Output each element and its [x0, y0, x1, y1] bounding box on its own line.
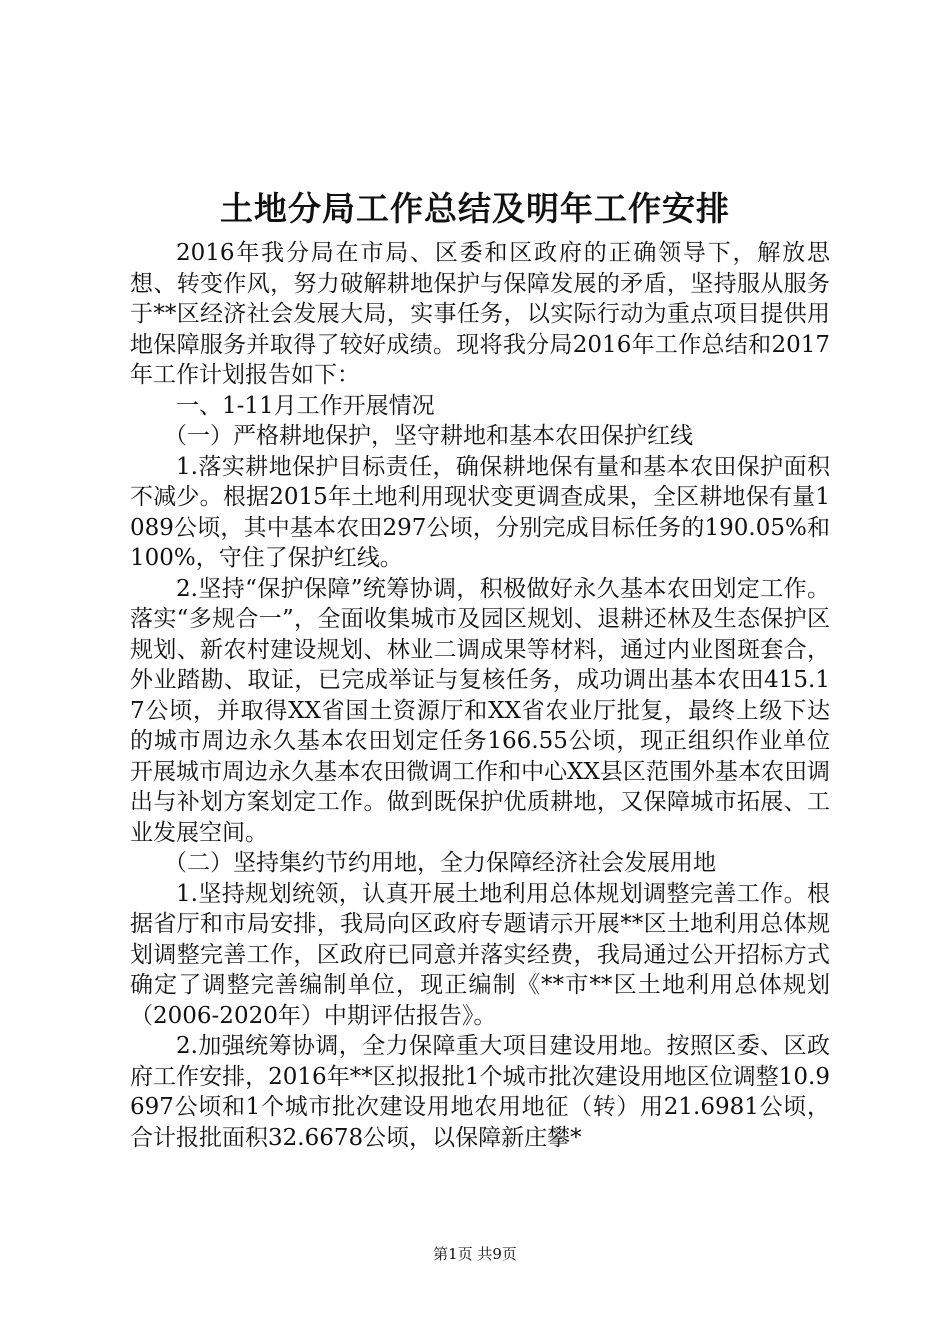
body-paragraph: 1.落实耕地保护目标责任，确保耕地保有量和基本农田保护面积不减少。根据2015年土地利用现状变更调查成果，全区耕地保有量1089公顷，其中基本农田297公顷，分别完成目标任务的190.05%和100%，守住了保护红线。 — [130, 453, 830, 571]
document-title: 土地分局工作总结及明年工作安排 — [220, 189, 730, 228]
body-paragraph: 2.坚持“保护保障”统筹协调，积极做好永久基本农田划定工作。落实“多规合一”，全面收集城市及园区规划、退耕还林及生态保护区规划、新农村建设规划、林业二调成果等材料，通过内业图斑套合，外业踏勘、取证，已完成举证与复核任务，成功调出基本农田415.17公顷，并取得XX省国土资源厅和XX省农业厅批复，最终上级下达的城市周边永久基本农田划定任务166.55公顷，现正组织作业单位开展城市周边永久基本农田微调工作和中心XX县区范围外基本农田调出与补划方案划定工作。做到既保护优质耕地，又保障城市拓展、工业发展空间。 — [130, 575, 830, 846]
subsection-heading: （一）严格耕地保护，坚守耕地和基本农田保护红线 — [164, 423, 693, 449]
page-number-footer: 第1页 共9页 — [433, 1245, 517, 1263]
subsection-heading: （二）坚持集约节约用地，全力保障经济社会发展用地 — [164, 850, 716, 876]
intro-paragraph: 2016年我分局在市局、区委和区政府的正确领导下，解放思想、转变作风，努力破解耕地保护与保障发展的矛盾，坚持服从服务于**区经济社会发展大局，实事任务，以实际行动为重点项目提供用地保障服务并取得了较好成绩。现将我分局2016年工作总结和2017年工作计划报告如下： — [130, 240, 830, 388]
section-heading: 一、1-11月工作开展情况 — [176, 392, 435, 419]
body-paragraph: 1.坚持规划统领，认真开展土地利用总体规划调整完善工作。根据省厅和市局安排，我局向区政府专题请示开展**区土地利用总体规划调整完善工作，区政府已同意并落实经费，我局通过公开招标方式确定了调整完善编制单位，现正编制《**市**区土地利用总体规划（2006-2020年）中期评估报告》。 — [130, 880, 830, 1029]
body-paragraph: 2.加强统筹协调，全力保障重大项目建设用地。按照区委、区政府工作安排，2016年**区拟报批1个城市批次建设用地区位调整10.9697公顷和1个城市批次建设用地农用地征（转）用21.6981公顷，合计报批面积32.6678公顷，以保障新庄攀* — [130, 1033, 830, 1151]
document-body — [130, 238, 830, 1153]
